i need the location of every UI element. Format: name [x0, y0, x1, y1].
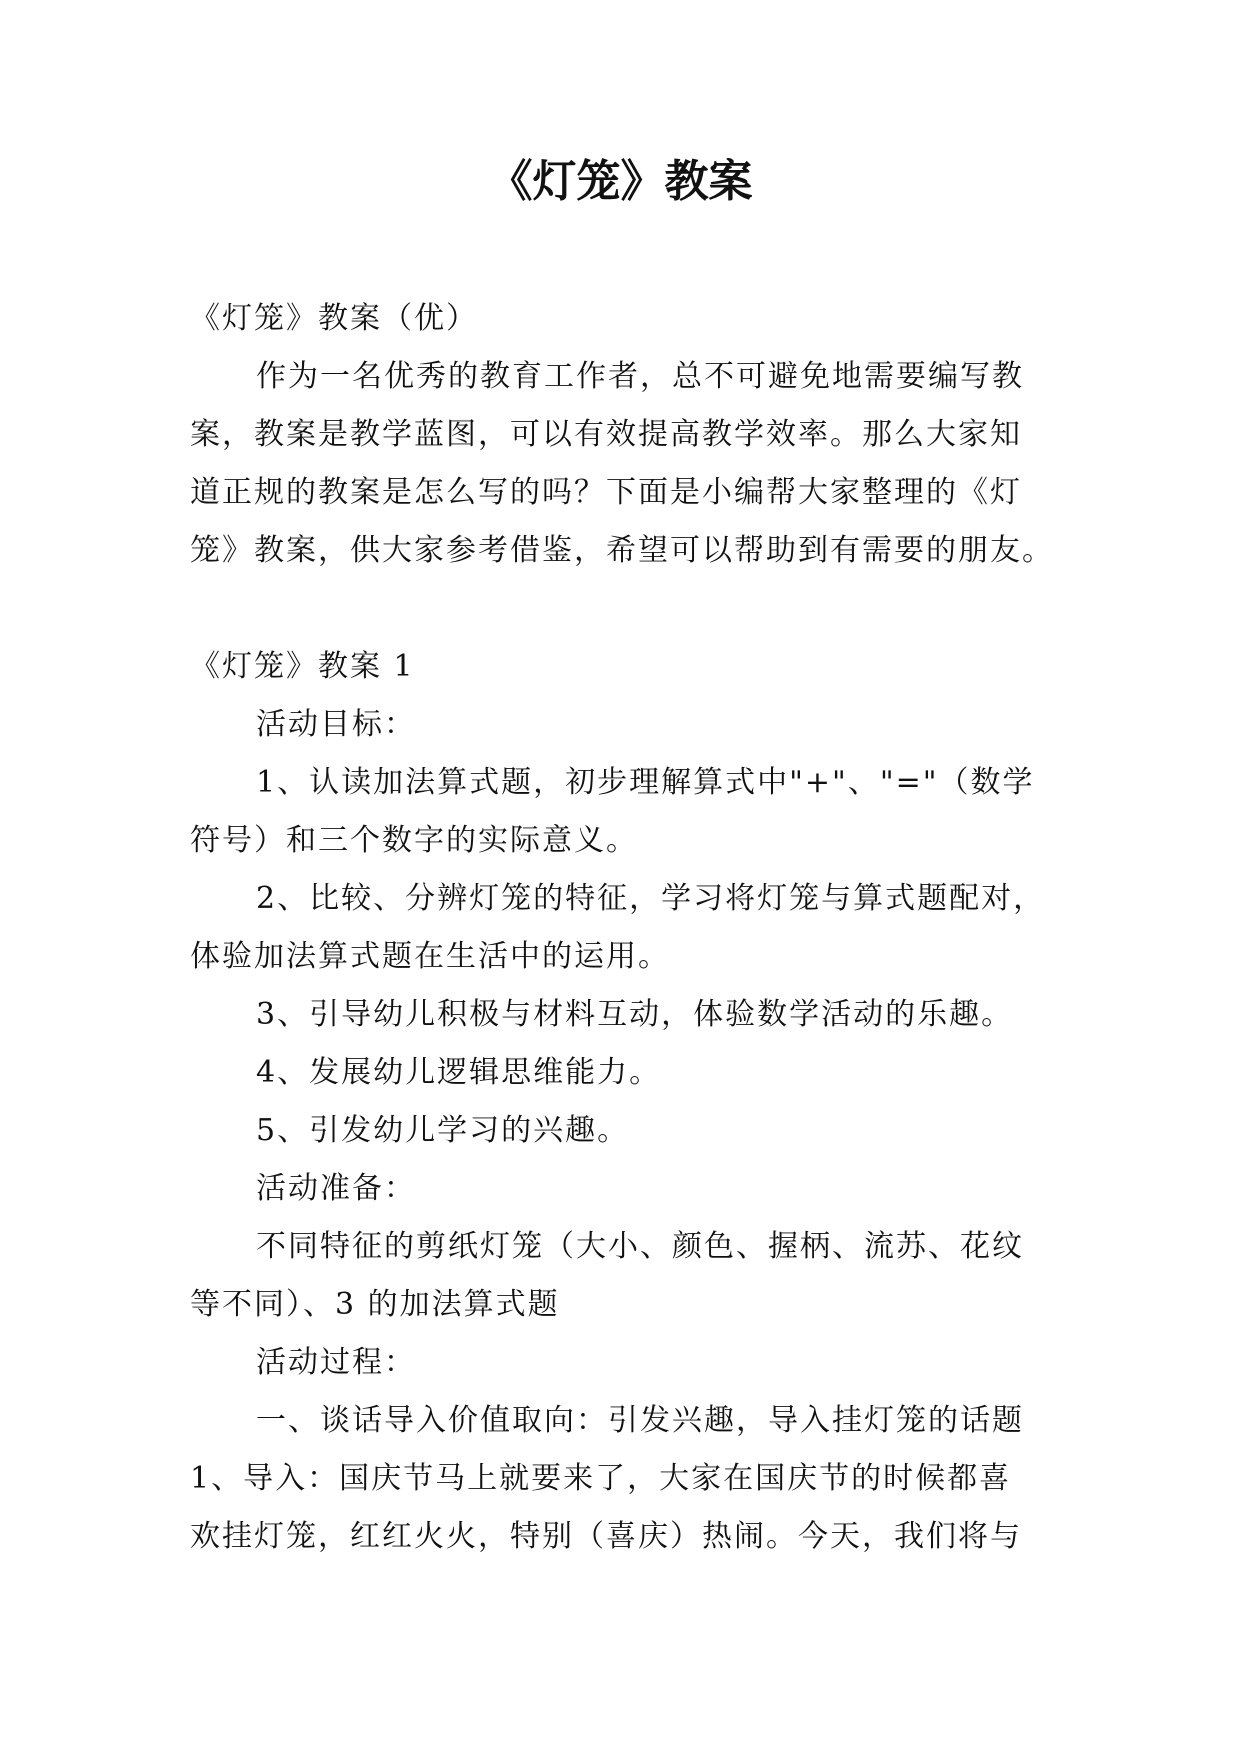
- process-line-2: 欢挂灯笼，红红火火，特别（喜庆）热闹。今天，我们将与: [190, 1519, 1022, 1554]
- goals-heading: 活动目标：: [256, 707, 416, 742]
- document-title: 《灯笼》教案: [488, 156, 753, 207]
- process-heading: 活动过程：: [256, 1345, 416, 1380]
- document-body: [190, 290, 1054, 1566]
- document-subtitle: 《灯笼》教案（优）: [190, 301, 478, 336]
- goal-2-line-2: 体验加法算式题在生活中的运用。: [190, 939, 670, 974]
- goal-1-line-1: 1、认读加法算式题，初步理解算式中"+"、"="（数学: [256, 765, 1035, 800]
- goal-2-line-1: 2、比较、分辨灯笼的特征，学习将灯笼与算式题配对，: [256, 881, 1046, 916]
- intro-line-2: 案，教案是教学蓝图，可以有效提高教学效率。那么大家知: [190, 417, 1022, 452]
- goal-4: 4、发展幼儿逻辑思维能力。: [256, 1055, 662, 1090]
- intro-line-4: 笼》教案，供大家参考借鉴，希望可以帮助到有需要的朋友。: [190, 533, 1054, 568]
- goal-1-line-2: 符号）和三个数字的实际意义。: [190, 823, 638, 858]
- intro-line-1: 作为一名优秀的教育工作者，总不可避免地需要编写教: [256, 359, 1024, 394]
- process-step-1: 一、谈话导入价值取向：引发兴趣，导入挂灯笼的话题: [256, 1403, 1024, 1438]
- process-line-1: 1、导入：国庆节马上就要来了，大家在国庆节的时候都喜: [190, 1461, 1012, 1496]
- prep-line-1: 不同特征的剪纸灯笼（大小、颜色、握柄、流苏、花纹: [256, 1229, 1024, 1264]
- section-title: 《灯笼》教案 1: [190, 649, 415, 684]
- goal-3: 3、引导幼儿积极与材料互动，体验数学活动的乐趣。: [256, 997, 1014, 1032]
- goal-5: 5、引发幼儿学习的兴趣。: [256, 1113, 630, 1148]
- prep-heading: 活动准备：: [256, 1171, 416, 1206]
- paragraph-gap: [190, 580, 1050, 638]
- prep-line-2: 等不同）、3 的加法算式题: [190, 1287, 560, 1322]
- intro-line-3: 道正规的教案是怎么写的吗？下面是小编帮大家整理的《灯: [190, 475, 1022, 510]
